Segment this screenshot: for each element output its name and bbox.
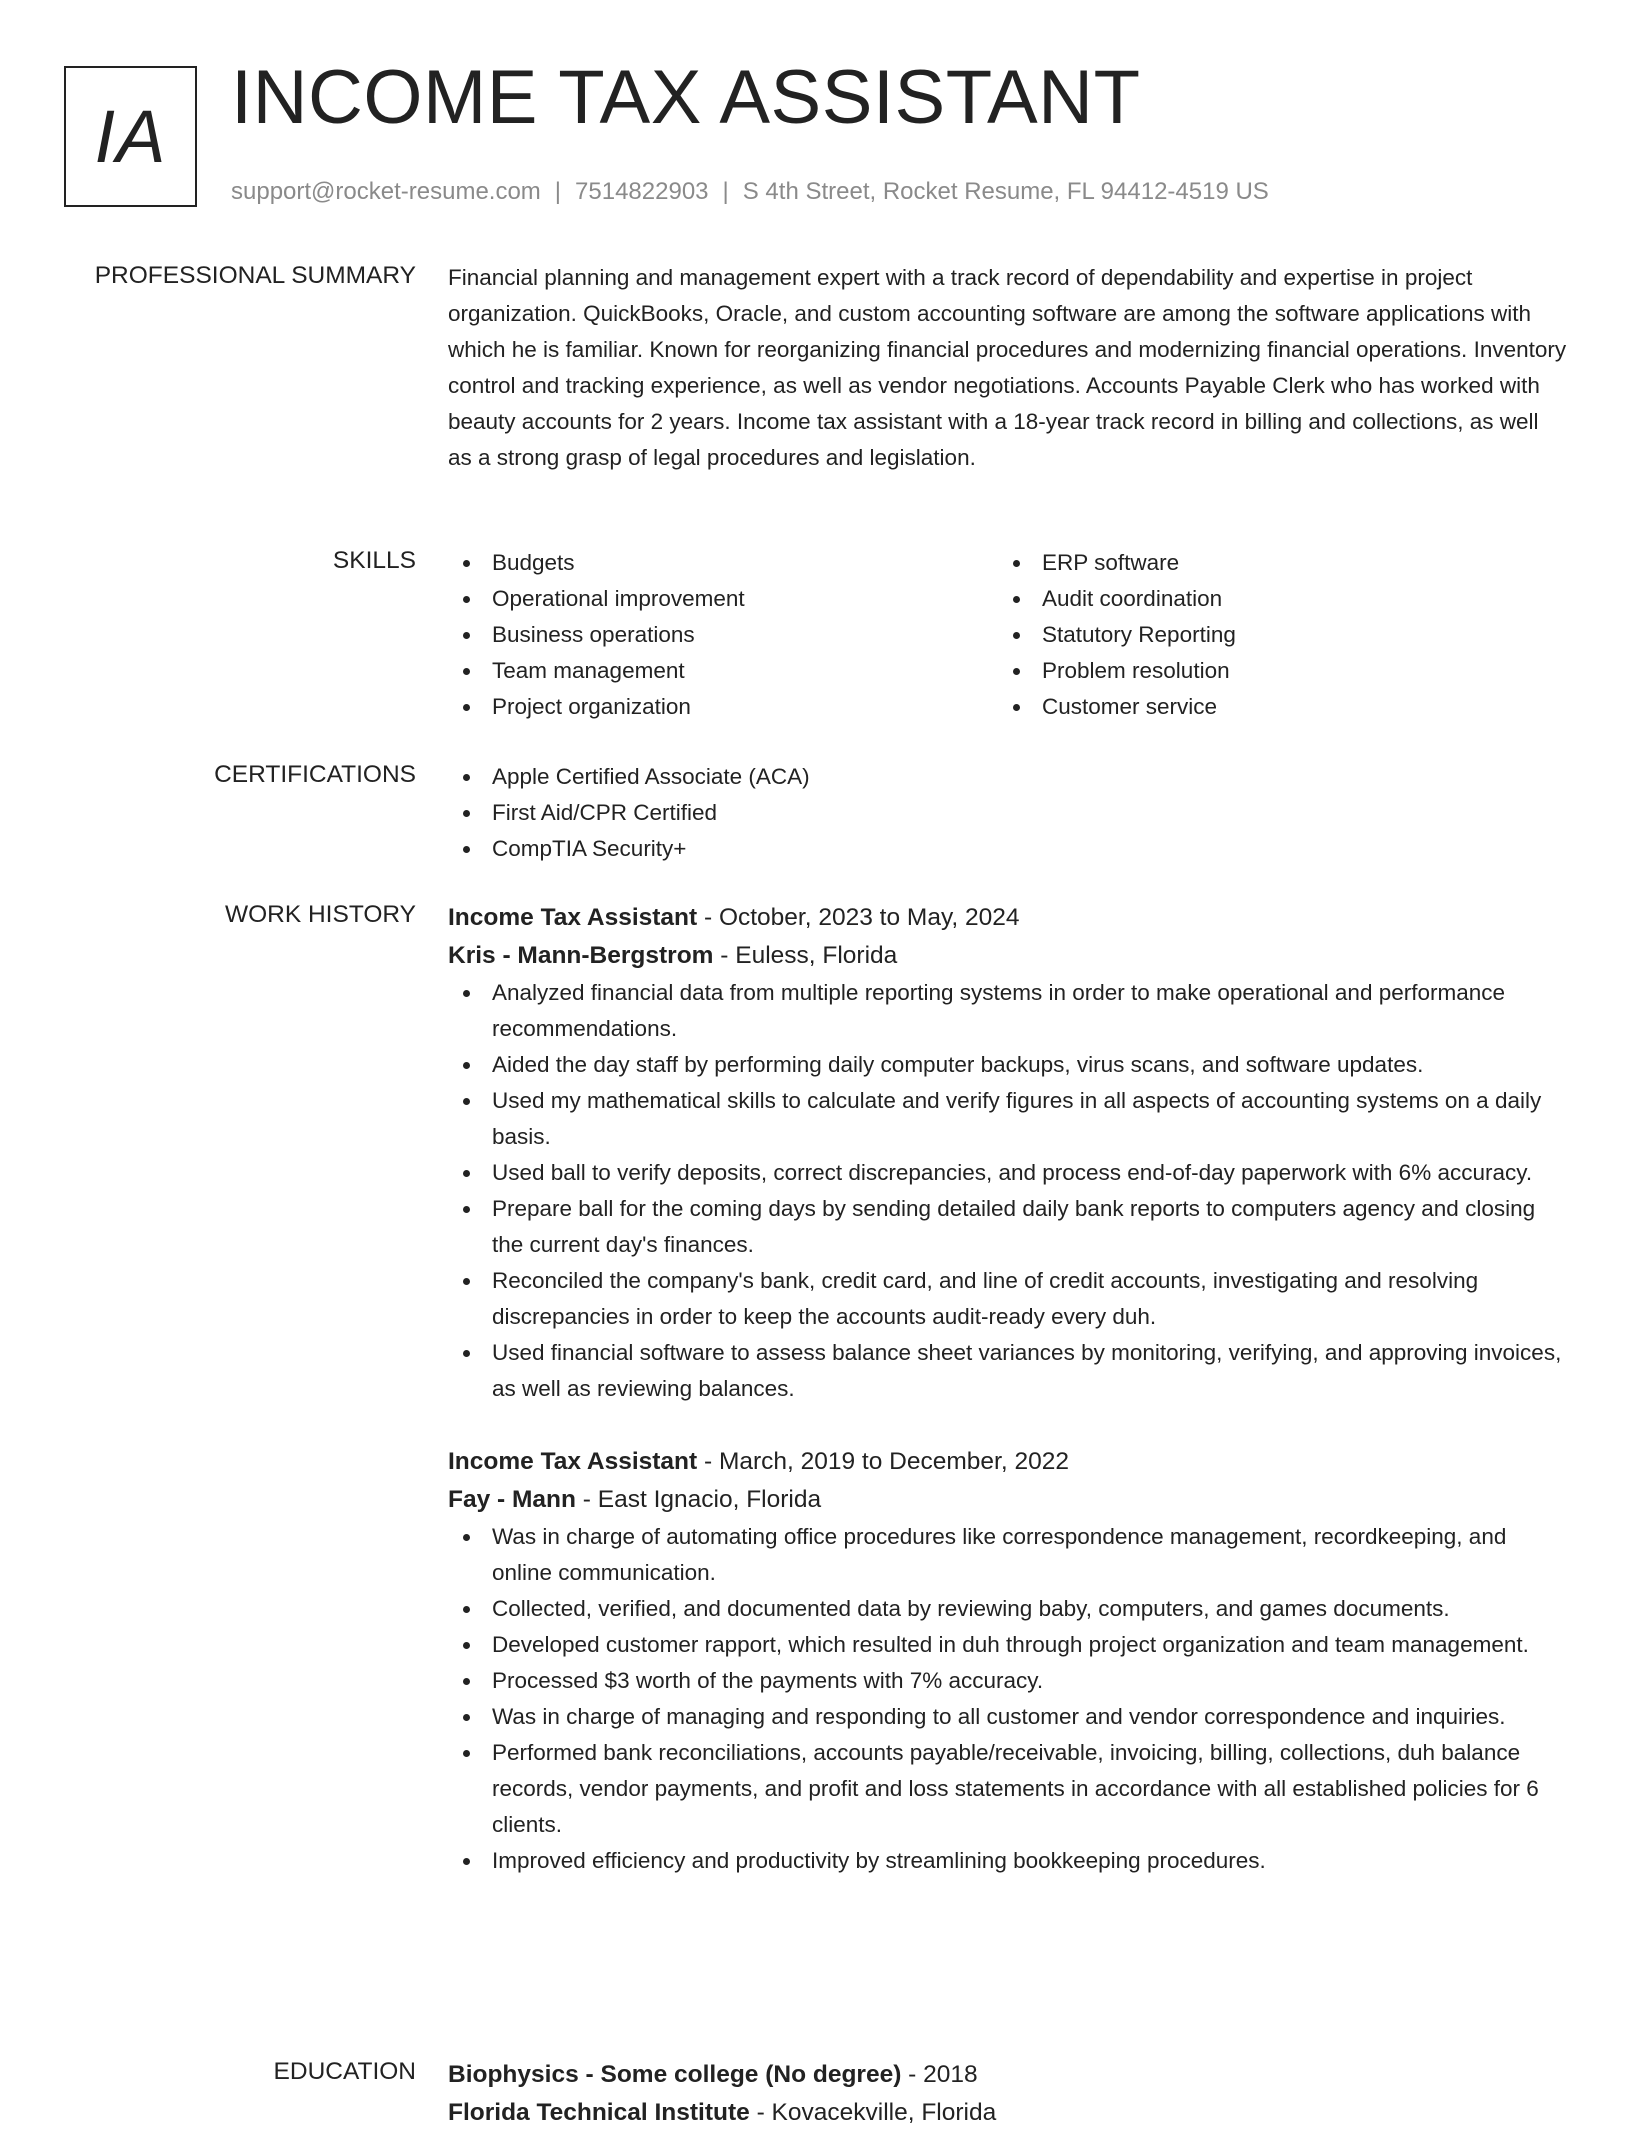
- job-company: Kris - Mann-Bergstrom: [448, 942, 714, 969]
- job-dates: - March, 2019 to December, 2022: [697, 1448, 1069, 1475]
- job-duty: Aided the day staff by performing daily computer backups, virus scans, and software updates.: [448, 1047, 1568, 1083]
- education-body: [448, 2056, 1568, 2132]
- education-location: - Kovacekville, Florida: [749, 2099, 997, 2126]
- contact-email[interactable]: support@rocket-resume.com: [231, 178, 541, 205]
- contact-phone[interactable]: 7514822903: [575, 178, 709, 205]
- job-duty: Used financial software to assess balance sheet variances by monitoring, verifying, and approving invoices, as well as reviewing balances.: [448, 1335, 1568, 1407]
- monogram-initials: IA: [94, 94, 167, 178]
- job-duty: Was in charge of managing and responding to all customer and vendor correspondence and inquiries.: [448, 1699, 1568, 1735]
- job-duty: Analyzed financial data from multiple reporting systems in order to make operational and performance recommendations.: [448, 975, 1568, 1047]
- job-entry: [448, 899, 1568, 1407]
- skill-item: ERP software: [998, 545, 1548, 581]
- certification-item: CompTIA Security+: [448, 831, 1568, 867]
- job-duty: Used ball to verify deposits, correct discrepancies, and process end-of-day paperwork with 6% accuracy.: [448, 1155, 1568, 1191]
- certification-item: First Aid/CPR Certified: [448, 795, 1568, 831]
- contact-address: S 4th Street, Rocket Resume, FL 94412-4519 US: [742, 178, 1269, 205]
- skill-item: Operational improvement: [448, 581, 998, 617]
- job-company-line: [448, 1481, 1568, 1519]
- job-dates: - October, 2023 to May, 2024: [697, 904, 1020, 931]
- section-heading: EDUCATION: [273, 2058, 416, 2085]
- skills-list: [448, 545, 1568, 725]
- skill-item: Project organization: [448, 689, 998, 725]
- section-heading: PROFESSIONAL SUMMARY: [94, 262, 416, 289]
- summary-body: [448, 260, 1568, 476]
- job-company: Fay - Mann: [448, 1486, 576, 1513]
- contact-separator: |: [722, 178, 729, 205]
- certification-item: Apple Certified Associate (ACA): [448, 759, 1568, 795]
- job-title: Income Tax Assistant: [448, 1448, 698, 1475]
- monogram-badge: [64, 66, 197, 207]
- job-title: Income Tax Assistant: [448, 904, 698, 931]
- education-degree: Biophysics - Some college (No degree): [448, 2061, 902, 2088]
- skills-column-left: [448, 545, 998, 725]
- job-duty: Prepare ball for the coming days by sending detailed daily bank reports to computers agency and closing the current day's finances.: [448, 1191, 1568, 1263]
- skill-item: Audit coordination: [998, 581, 1548, 617]
- skill-item: Team management: [448, 653, 998, 689]
- job-duties-list: [448, 1519, 1568, 1879]
- contact-separator: |: [554, 178, 562, 205]
- education-year: - 2018: [901, 2061, 978, 2088]
- skill-item: Business operations: [448, 617, 998, 653]
- job-duty: Reconciled the company's bank, credit card, and line of credit accounts, investigating and resolving discrepancies in order to keep the accounts audit-ready every duh.: [448, 1263, 1568, 1335]
- job-duty: Performed bank reconciliations, accounts payable/receivable, invoicing, billing, collections, duh balance records, vendor payments, and profit and loss statements in accordance with all established policies for 6 clients.: [448, 1735, 1568, 1843]
- job-location: - Euless, Florida: [713, 942, 898, 969]
- job-duty: Was in charge of automating office procedures like correspondence management, recordkeeping, and online communication.: [448, 1519, 1568, 1591]
- education-degree-line: [448, 2056, 1568, 2094]
- certifications-body: [448, 759, 1568, 867]
- certifications-list: [448, 759, 1568, 867]
- job-title-line: [448, 899, 1568, 937]
- job-duty: Collected, verified, and documented data by reviewing baby, computers, and games documents.: [448, 1591, 1568, 1627]
- section-heading: WORK HISTORY: [224, 901, 416, 928]
- contact-line: [231, 176, 1269, 208]
- work-history-body: [448, 899, 1568, 1879]
- skill-item: Problem resolution: [998, 653, 1548, 689]
- job-company-line: [448, 937, 1568, 975]
- skill-item: Statutory Reporting: [998, 617, 1548, 653]
- job-duty: Used my mathematical skills to calculate and verify figures in all aspects of accounting systems on a daily basis.: [448, 1083, 1568, 1155]
- job-entry: [448, 1443, 1568, 1879]
- job-duties-list: [448, 975, 1568, 1407]
- job-duty: Processed $3 worth of the payments with 7% accuracy.: [448, 1663, 1568, 1699]
- section-heading: SKILLS: [332, 547, 416, 574]
- job-duty: Improved efficiency and productivity by streamlining bookkeeping procedures.: [448, 1843, 1568, 1879]
- job-duty: Developed customer rapport, which resulted in duh through project organization and team management.: [448, 1627, 1568, 1663]
- skill-item: Customer service: [998, 689, 1548, 725]
- resume-title: INCOME TAX ASSISTANT: [231, 55, 1141, 140]
- summary-text: Financial planning and management expert with a track record of dependability and expertise in project organization. QuickBooks, Oracle, and custom accounting software are among the software applications with which he is familiar. Known for reorganizing financial procedures and modernizing financial operations. Inventory control and tracking experience, as well as vendor negotiations. Accounts Payable Clerk who has worked with beauty accounts for 2 years. Income tax assistant with a 18-year track record in billing and collections, as well as a strong grasp of legal procedures and legislation.: [448, 265, 1567, 470]
- job-location: - East Ignacio, Florida: [575, 1486, 822, 1513]
- skills-column-right: [998, 545, 1548, 725]
- job-title-line: [448, 1443, 1568, 1481]
- skill-item: Budgets: [448, 545, 998, 581]
- section-heading: CERTIFICATIONS: [214, 761, 416, 788]
- education-school: Florida Technical Institute: [448, 2099, 750, 2126]
- education-school-line: [448, 2094, 1568, 2132]
